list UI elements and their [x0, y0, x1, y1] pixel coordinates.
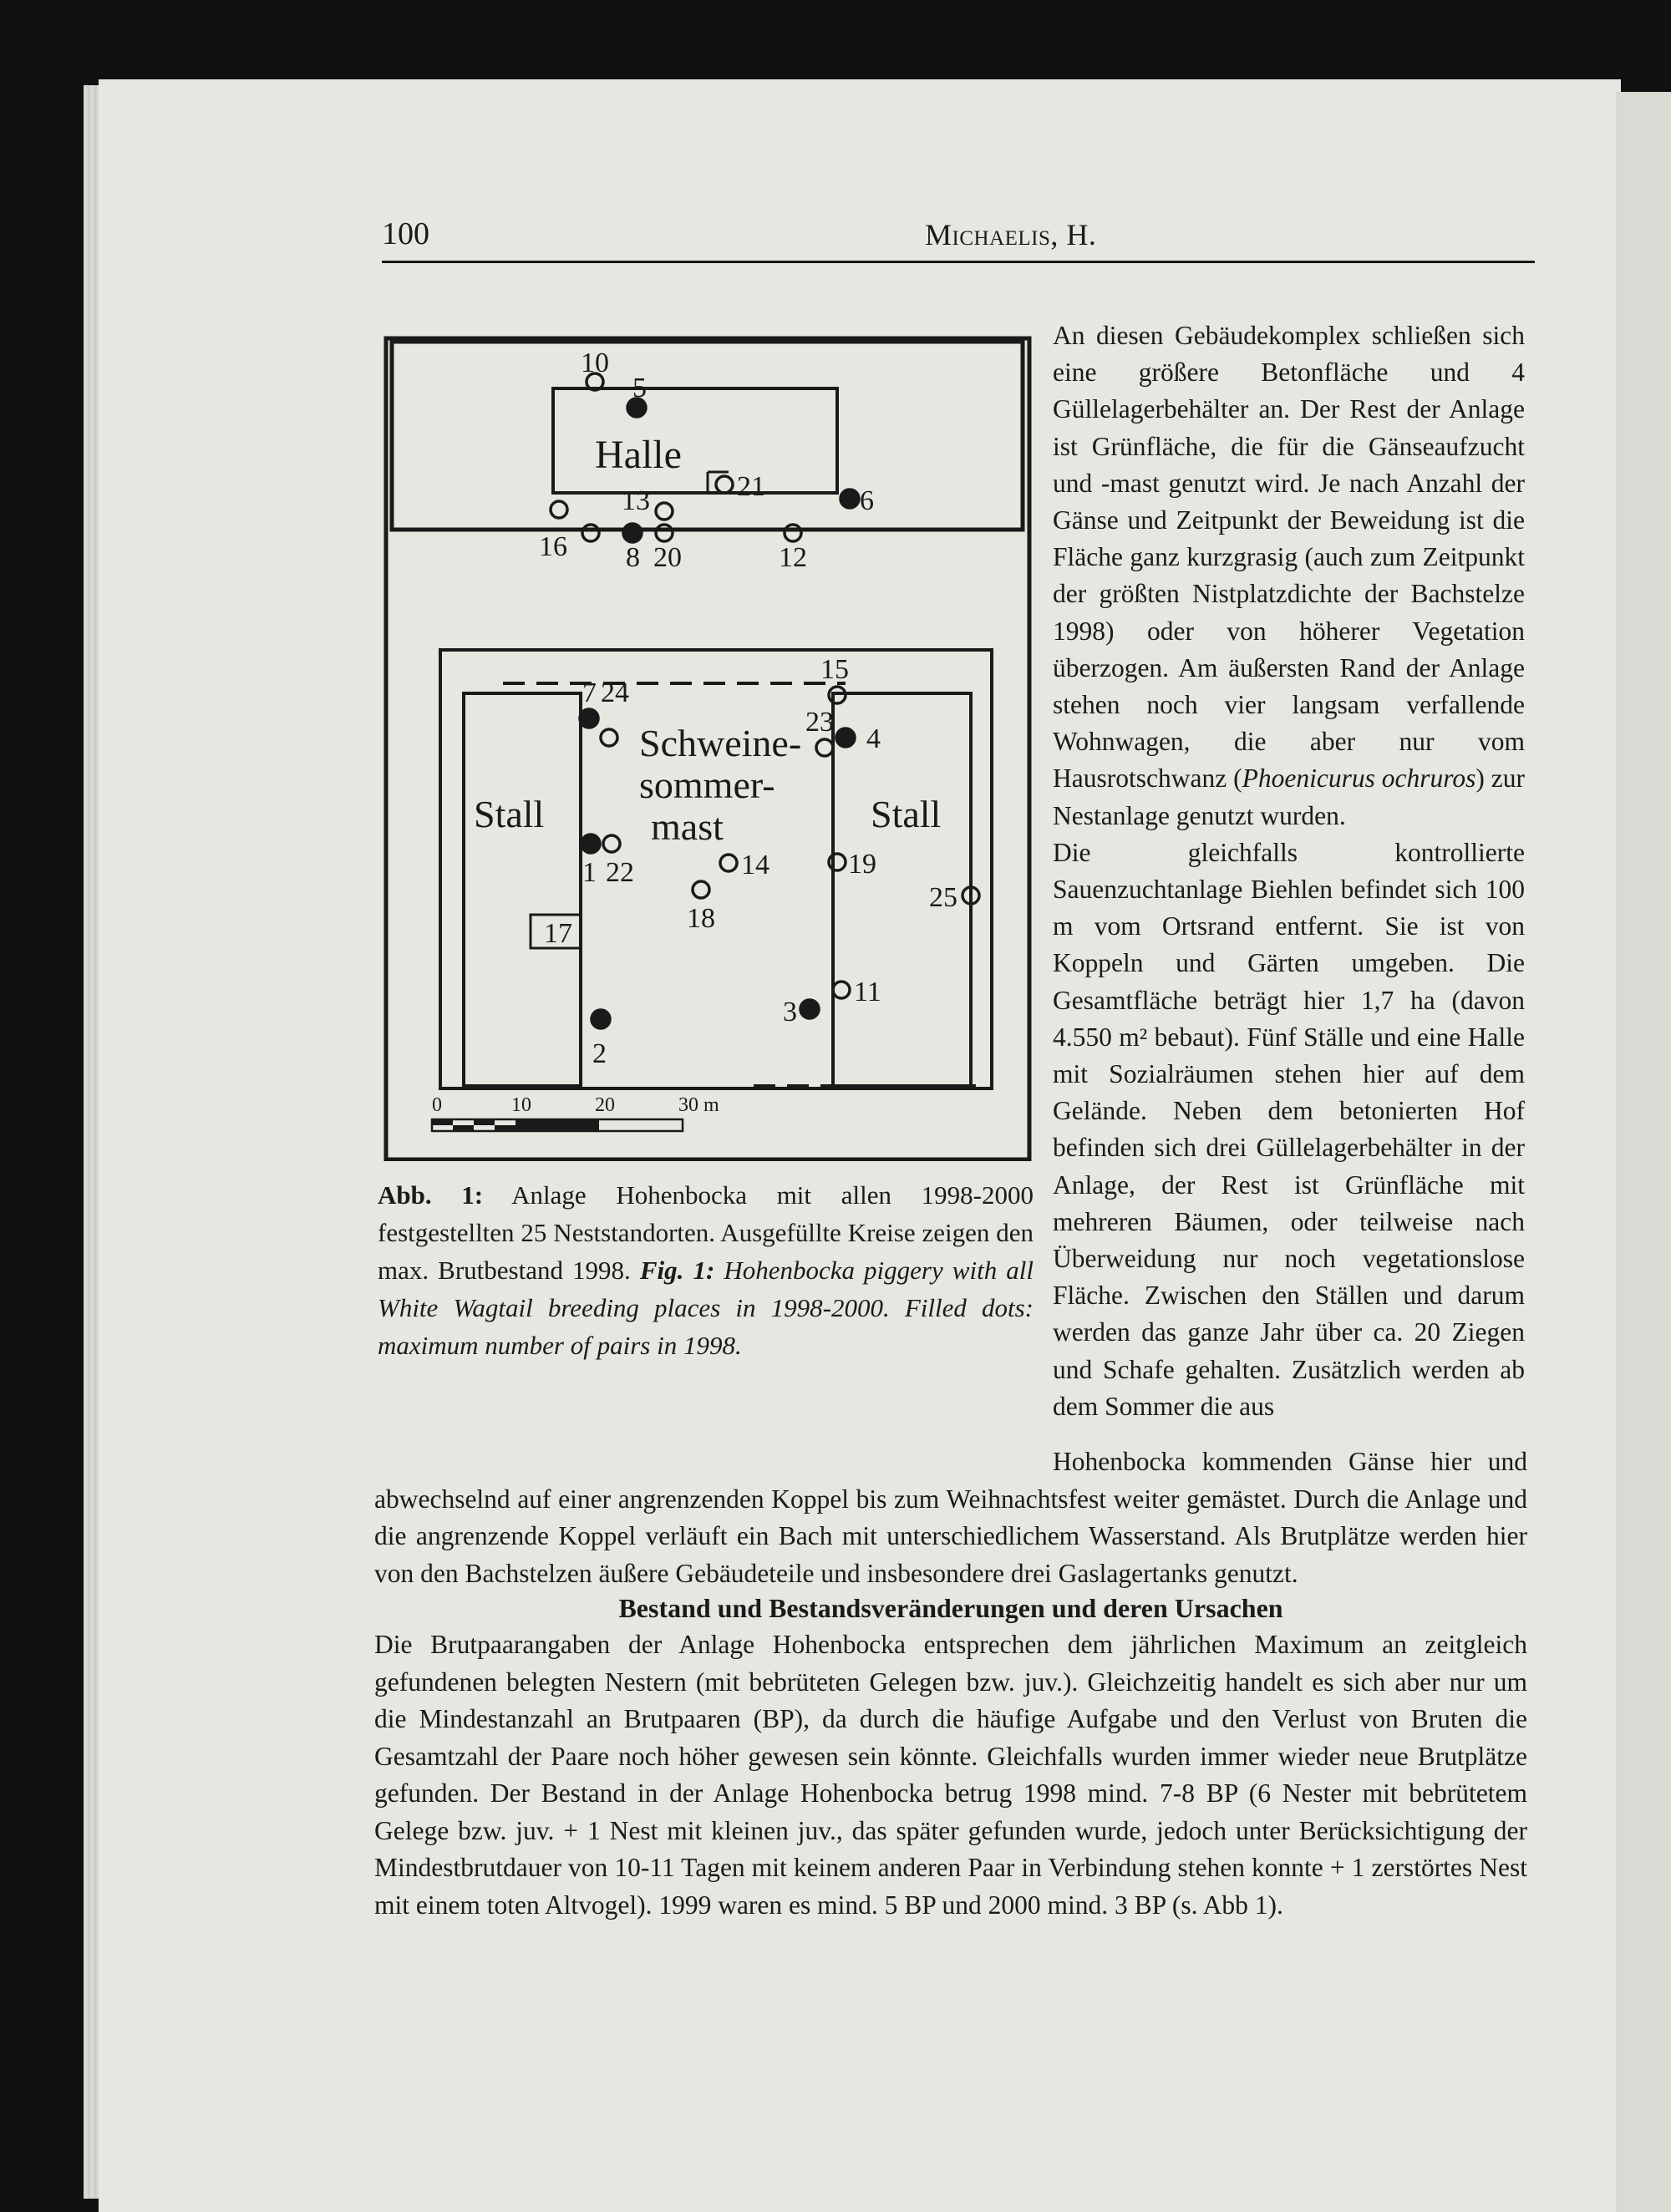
num-10: 10	[581, 348, 609, 378]
nest-site-14	[720, 855, 737, 871]
stall-building	[440, 650, 992, 1088]
species-name: Phoenicurus ochruros	[1242, 764, 1476, 794]
num-6: 6	[860, 485, 874, 516]
nest-site-20	[656, 525, 673, 541]
nest-site-12	[785, 525, 801, 541]
nest-site-2	[592, 1010, 610, 1028]
num-8: 8	[626, 542, 640, 573]
paragraph-continuation-first-line: Hohenbocka kommenden Gänse hier und	[1053, 1447, 1527, 1476]
num-18: 18	[687, 903, 715, 934]
nest-site-6	[841, 490, 859, 508]
label-halle: Halle	[595, 433, 682, 477]
top-building-outline	[392, 342, 1023, 530]
caption-english-label: Fig. 1:	[639, 1256, 715, 1285]
paragraph-text-end: ) zur Nestanlage genutzt wurden.	[1053, 764, 1526, 830]
page-number: 100	[382, 216, 429, 251]
nest-site-11	[833, 982, 850, 998]
caption-label: Abb. 1:	[378, 1180, 484, 1210]
paragraph-continuation-rest: abwechselnd auf einer angrenzenden Koppel bis zum Weihnachtsfest weiter gemästet. Durch die Anlage und die angrenzende Koppel verläuft ein Bach mit unterschiedlichem Wasserstand. Als Brutplätze werden hier von den Bachstelzen äußere Gebäudeteile und insbesondere drei Gaslagertanks genutzt.	[374, 1484, 1527, 1588]
num-14: 14	[741, 850, 769, 880]
num-7: 7	[582, 677, 597, 708]
nest-site-8	[623, 524, 642, 542]
nest-site-9	[582, 525, 599, 541]
num-2: 2	[592, 1038, 607, 1069]
num-17: 17	[544, 918, 572, 949]
nest-site-21	[716, 476, 733, 493]
scale-0: 0	[432, 1094, 442, 1116]
page-header	[382, 211, 1535, 263]
running-head: Michaelis, H.	[925, 218, 1097, 251]
nest-site-13	[656, 503, 673, 520]
num-22: 22	[606, 857, 634, 888]
num-3: 3	[783, 997, 797, 1027]
num-19: 19	[848, 849, 876, 880]
nest-site-23	[816, 739, 833, 756]
num-20: 20	[653, 542, 682, 573]
nest-site-7	[580, 709, 598, 728]
nest-site-24	[601, 729, 617, 746]
facing-page-edge	[1616, 92, 1671, 2212]
nest-site-1	[582, 835, 600, 853]
section-heading: Bestand und Bestandsveränderungen und deren Ursachen	[618, 1593, 1283, 1623]
paragraph-continuation	[374, 1443, 1527, 1592]
num-15: 15	[820, 654, 849, 685]
nest-site-16	[551, 501, 567, 518]
right-column-text	[1053, 317, 1525, 1425]
paragraph-biehlen-site: Die gleichfalls kontrollierte Sauenzuchtanlage Biehlen befindet sich 100 m vom Ortsrand entfernt. Sie ist von Koppeln und Gärten umgeben. Die Gesamtfläche beträgt hier 1,7 ha (davon 4.550 m² bebaut). Fünf Ställe und eine Halle mit Sozialräumen stehen hier auf dem Gelände. Neben dem betonierten Hof befinden sich drei Güllelagerbehälter in der Anlage, der Rest ist Grünfläche mit mehreren Bäumen, oder teilweise nach Überweidung nur noch vegetationslose Fläche. Zwischen den Ställen und darum werden das ganze Jahr über ca. 20 Ziegen und Schafe gehalten. Zusätzlich werden ab dem Sommer die aus	[1053, 837, 1525, 1421]
figure-site-plan	[382, 334, 1034, 1161]
scale-10: 10	[511, 1094, 531, 1116]
stall-left-room	[464, 693, 581, 1086]
scale-bar	[432, 1094, 719, 1131]
section-paragraph: Die Brutpaarangaben der Anlage Hohenbocka entsprechen dem jährlichen Maximum an zeitgleich gefundenen belegten Nestern (mit bebrüteten Gelegen bzw. juv.). Gleichzeitig handelt es sich aber nur um die Mindestanzahl an Brutpaaren (BP), da durch die häufige Aufgabe und den Verlust von Bruten die Gesamtzahl der Paare noch höher gewesen sein könnte. Gleichfalls wurden immer wieder neue Brutplätze gefunden. Der Bestand in der Anlage Hohenbocka betrug 1998 mind. 7-8 BP (6 Nester mit bebrütetem Gelege bzw. juv. + 1 Nest mit kleinen juv., das später gefunden wurde, jedoch unter Berücksichtigung der Mindestbrutdauer von 10-11 Tagen mit keinem anderen Paar in Verbindung stehen konnte + 1 zerstörtes Nest mit einem toten Altvogel). 1999 waren es mind. 5 BP und 2000 mind. 3 BP (s. Abb 1).	[374, 1630, 1527, 1920]
scale-30m: 30 m	[678, 1094, 719, 1116]
nest-site-22	[603, 835, 620, 852]
num-13: 13	[622, 485, 650, 516]
num-11: 11	[854, 977, 881, 1007]
label-stall-left: Stall	[474, 793, 545, 835]
num-24: 24	[601, 677, 629, 708]
paragraph-hohenbocka-site	[1053, 317, 1525, 835]
label-sommer: sommer-	[639, 764, 775, 806]
num-25: 25	[929, 882, 957, 913]
nest-site-4	[836, 728, 855, 747]
num-16: 16	[539, 531, 567, 562]
num-21: 21	[737, 471, 765, 502]
num-4: 4	[866, 723, 881, 754]
num-12: 12	[779, 542, 807, 573]
nest-site-3	[800, 1000, 819, 1018]
site-plan-diagram	[382, 334, 1034, 1161]
figure-caption	[378, 1176, 1034, 1364]
full-width-text	[374, 1443, 1527, 1592]
num-1: 1	[582, 857, 597, 888]
num-23: 23	[805, 707, 834, 738]
caption-german: Anlage Hohenbocka mit allen 1998-2000 festgestellten 25 Neststandorten. Ausgefüllte Kreise zeigen den max. Brutbestand 1998.	[378, 1180, 1034, 1285]
label-schweine: Schweine-	[639, 722, 802, 764]
label-stall-right: Stall	[871, 793, 942, 835]
scale-20: 20	[595, 1094, 615, 1116]
nest-site-18	[693, 881, 709, 898]
paragraph-text: An diesen Gebäudekomplex schließen sich eine größere Betonfläche und 4 Güllelagerbehälter an. Der Rest der Anlage ist Grünfläche, die für die Gänseaufzucht und -mast genutzt wird. Je nach Anzahl der Gänse und Zeitpunkt der Beweidung ist die Fläche ganz kurzgrasig (auch zum Zeitpunkt der größten Nistplatzdichte der Bachstelze 1998) oder von höherer Vegetation überzogen. Am äußersten Rand der Anlage stehen noch vier langsam verfallende Wohnwagen, die aber nur vom Hausrotschwanz (	[1053, 321, 1525, 794]
caption-english-text: Hohenbocka piggery with all White Wagtail breeding places in 1998-2000. Filled dots: maximum number of pairs in 1998.	[378, 1256, 1034, 1360]
label-mast: mast	[651, 805, 724, 848]
num-5: 5	[632, 373, 647, 403]
